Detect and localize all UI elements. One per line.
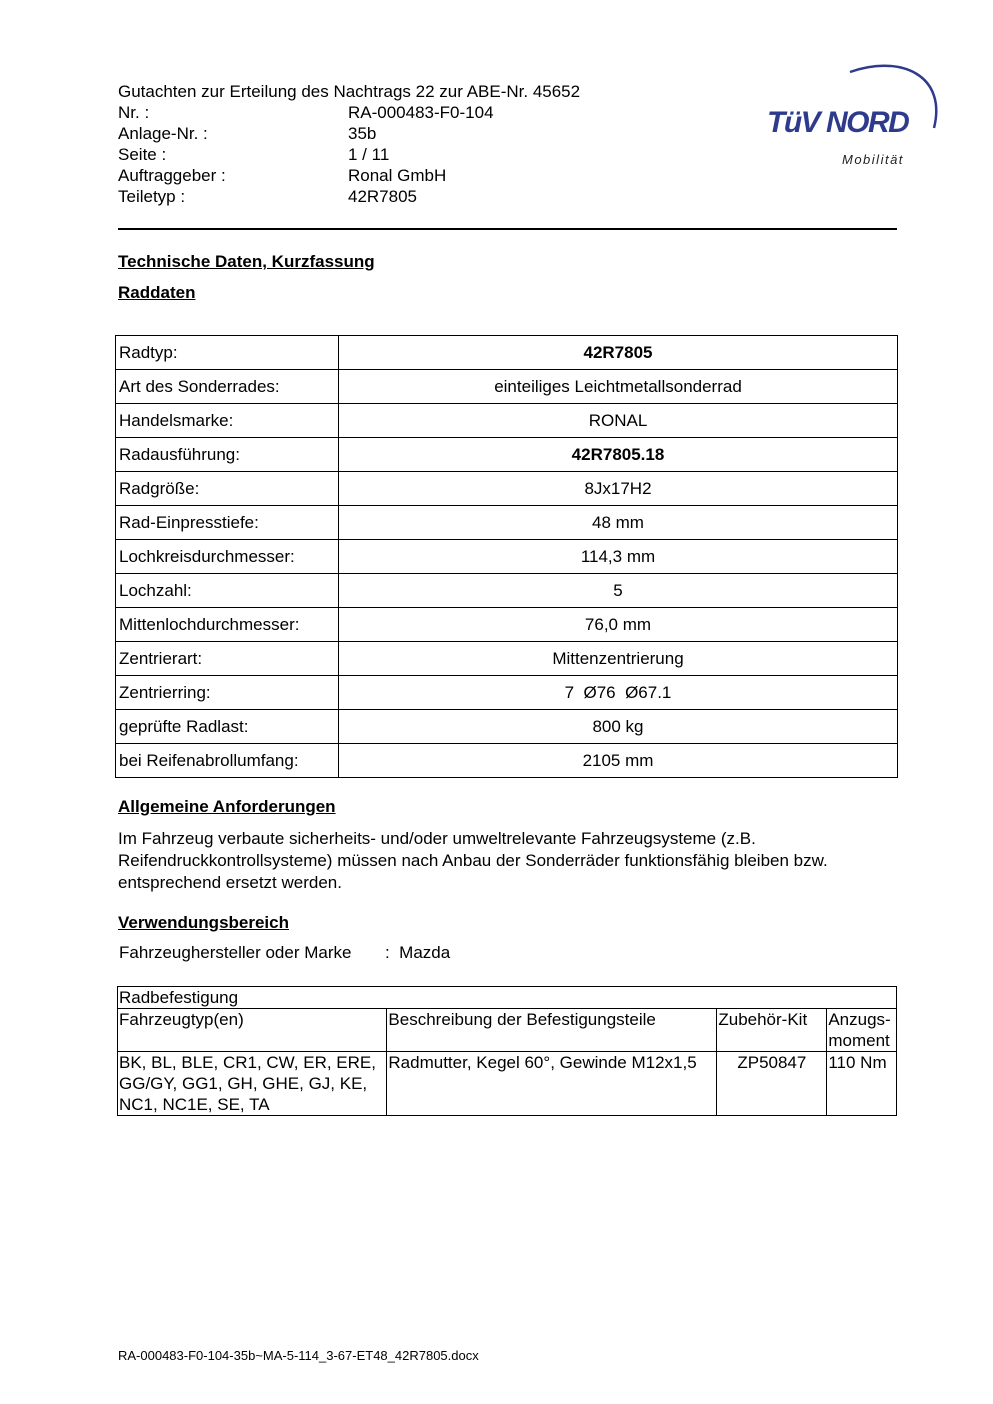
spec-label: Handelsmarke:	[116, 404, 339, 438]
spec-value: 5	[339, 574, 898, 608]
spec-label: Lochkreisdurchmesser:	[116, 540, 339, 574]
section-heading-verwendungsbereich: Verwendungsbereich	[118, 913, 289, 932]
spec-value: 2105 mm	[339, 744, 898, 778]
document-header	[118, 81, 580, 207]
spec-value: 114,3 mm	[339, 540, 898, 574]
spec-label: Art des Sonderrades:	[116, 370, 339, 404]
spec-label: Lochzahl:	[116, 574, 339, 608]
spec-value: 48 mm	[339, 506, 898, 540]
table-row	[118, 1052, 897, 1116]
spec-value: RONAL	[339, 404, 898, 438]
header-value: 42R7805	[348, 187, 418, 206]
spec-label: bei Reifenabrollumfang:	[116, 744, 339, 778]
torque-cell: 110 Nm	[827, 1052, 897, 1116]
spec-value: 42R7805.18	[339, 438, 898, 472]
table-caption-row	[118, 987, 897, 1009]
table-row	[116, 438, 898, 472]
spec-value: Mittenzentrierung	[339, 642, 898, 676]
requirements-paragraph: Im Fahrzeug verbaute sicherheits- und/oder umweltrelevante Fahrzeugsysteme (z.B. Reifendruckkontrollsysteme) müssen nach Anbau der Sonderräder funktionsfähig bleiben bzw. entsprechend ersetzt werden.	[118, 829, 828, 892]
wheel-data-table	[115, 335, 898, 778]
section-heading-raddaten: Raddaten	[118, 283, 196, 302]
header-value: 35b	[348, 124, 377, 143]
spec-label: Mittenlochdurchmesser:	[116, 608, 339, 642]
table-row	[116, 336, 898, 370]
spec-label: Rad-Einpresstiefe:	[116, 506, 339, 540]
table-row	[116, 370, 898, 404]
spec-value: 800 kg	[339, 710, 898, 744]
header-field-auftraggeber	[118, 165, 580, 186]
spec-value: 7 Ø76 Ø67.1	[339, 676, 898, 710]
vehicle-types-cell: BK, BL, BLE, CR1, CW, ER, ERE, GG/GY, GG1, GH, GHE, GJ, KE, NC1, NC1E, SE, TA	[118, 1052, 387, 1116]
column-header: Zubehör-Kit	[717, 1009, 827, 1052]
spec-label: Zentrierring:	[116, 676, 339, 710]
table-row	[116, 744, 898, 778]
header-field-nr	[118, 102, 580, 123]
table-row	[116, 608, 898, 642]
table-row	[116, 506, 898, 540]
spec-value: 8Jx17H2	[339, 472, 898, 506]
spec-label: Radgröße:	[116, 472, 339, 506]
header-label: Teiletyp :	[118, 187, 186, 206]
table-row	[116, 574, 898, 608]
table-header-row	[118, 1009, 897, 1052]
table-row	[116, 642, 898, 676]
table-row	[116, 710, 898, 744]
header-label: Auftraggeber :	[118, 166, 226, 185]
maker-value: : Mazda	[385, 943, 451, 962]
tuv-nord-logo: TüV NORD	[767, 106, 909, 139]
column-header: Anzugs-moment	[827, 1009, 897, 1052]
header-label: Seite :	[118, 145, 167, 164]
header-field-teiletyp	[118, 186, 580, 207]
spec-label: Zentrierart:	[116, 642, 339, 676]
wheel-fixing-table	[117, 986, 897, 1116]
logo-subtitle: Mobilität	[842, 152, 904, 167]
maker-label: Fahrzeughersteller oder Marke	[119, 943, 352, 962]
header-label: Anlage-Nr. :	[118, 124, 208, 143]
header-field-anlage	[118, 123, 580, 144]
header-value: RA-000483-F0-104	[348, 103, 494, 122]
vehicle-maker-line	[119, 943, 450, 963]
table-row	[116, 540, 898, 574]
report-title: Gutachten zur Erteilung des Nachtrags 22 zur ABE-Nr. 45652	[118, 82, 581, 101]
column-header: Fahrzeugtyp(en)	[118, 1009, 387, 1052]
header-divider	[118, 228, 897, 230]
table-caption: Radbefestigung	[118, 987, 897, 1009]
header-value: Ronal GmbH	[348, 166, 447, 185]
section-heading-allgemeine-anforderungen: Allgemeine Anforderungen	[118, 797, 336, 816]
header-label: Nr. :	[118, 103, 150, 122]
document-footer: RA-000483-F0-104-35b~MA-5-114_3-67-ET48_42R7805.docx	[118, 1348, 479, 1363]
table-row	[116, 472, 898, 506]
spec-label: geprüfte Radlast:	[116, 710, 339, 744]
spec-value: 42R7805	[339, 336, 898, 370]
fixing-description-cell: Radmutter, Kegel 60°, Gewinde M12x1,5	[387, 1052, 717, 1116]
section-heading-technische-daten: Technische Daten, Kurzfassung	[118, 252, 375, 271]
table-row	[116, 676, 898, 710]
table-row	[116, 404, 898, 438]
spec-value: 76,0 mm	[339, 608, 898, 642]
accessory-kit-cell: ZP50847	[717, 1052, 827, 1116]
spec-value: einteiliges Leichtmetallsonderrad	[339, 370, 898, 404]
column-header: Beschreibung der Befestigungsteile	[387, 1009, 717, 1052]
header-value: 1 / 11	[348, 145, 390, 164]
header-field-seite	[118, 144, 580, 165]
spec-label: Radausführung:	[116, 438, 339, 472]
spec-label: Radtyp:	[116, 336, 339, 370]
